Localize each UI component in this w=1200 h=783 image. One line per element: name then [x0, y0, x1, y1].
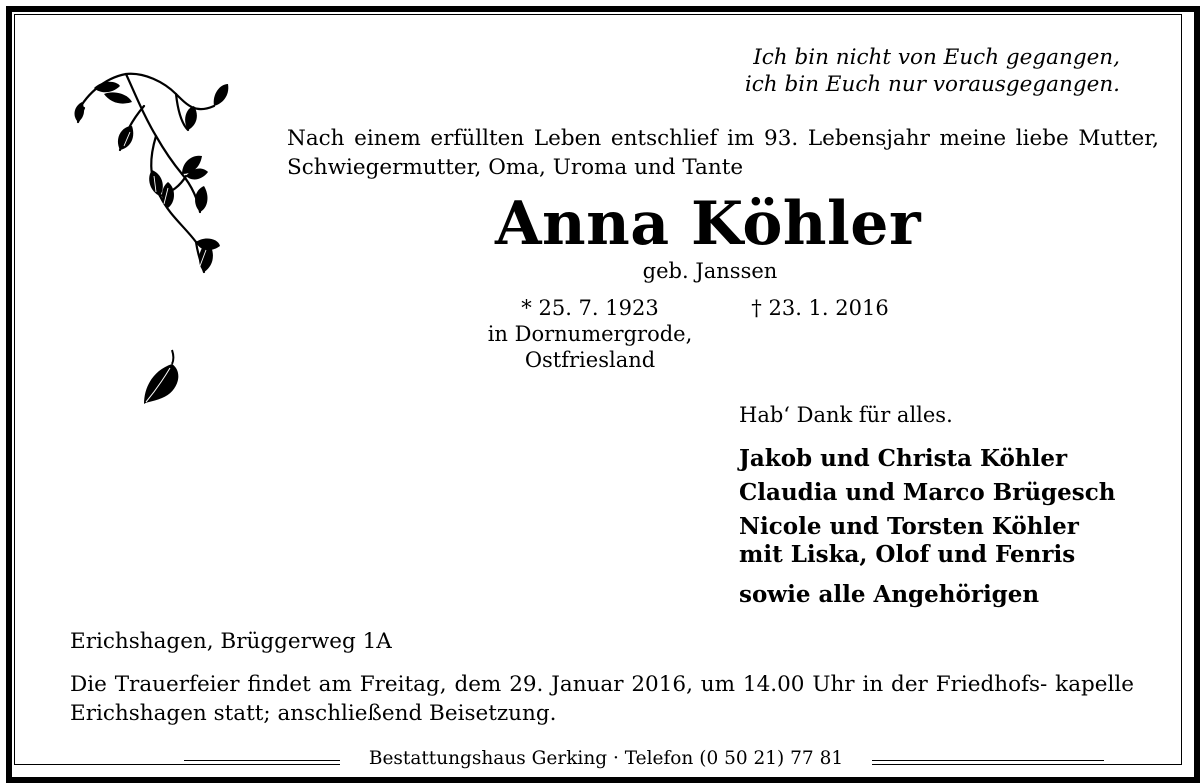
mourner-line: Jakob und Christa Köhler: [739, 445, 1068, 472]
mourners-list: [739, 442, 1115, 612]
maiden-name: geb. Janssen: [642, 259, 778, 283]
address: Erichshagen, Brüggerweg 1A: [70, 629, 392, 654]
birth-info: [470, 295, 710, 373]
thanks-text: Hab‘ Dank für alles.: [739, 403, 953, 427]
motto-quote: [660, 44, 1120, 98]
falling-leaf-icon: [142, 346, 184, 406]
mourner-line: mit Liska, Olof und Fenris: [739, 541, 1076, 568]
service-notice: Die Trauerfeier findet am Freitag, dem 29. Januar 2016, um 14.00 Uhr in der Friedhofs- kapelle Erichshagen statt; anschließend Beisetzung.: [70, 672, 1134, 726]
birth-place-line-2: Ostfriesland: [524, 348, 656, 372]
leaf-branch-icon: [64, 66, 234, 296]
motto-line-2: ich bin Euch nur vorausgegangen.: [744, 72, 1120, 97]
birth-date: * 25. 7. 1923: [521, 296, 659, 320]
mourner-line: Nicole und Torsten Köhler: [739, 513, 1079, 540]
mourner-line: sowie alle Angehörigen: [739, 581, 1040, 608]
intro-text: Nach einem erfüllten Leben entschlief im 93. Lebensjahr meine liebe Mutter, Schwiegermutter, Oma, Uroma und Tante: [287, 126, 1159, 180]
mourner-line: Claudia und Marco Brügesch: [739, 479, 1116, 506]
funeral-home-footer: Bestattungshaus Gerking · Telefon (0 50 21) 77 81: [340, 747, 872, 771]
motto-line-1: Ich bin nicht von Euch gegangen,: [753, 45, 1120, 70]
death-date: † 23. 1. 2016: [751, 296, 889, 320]
deceased-name: Anna Köhler: [494, 189, 922, 259]
birth-place-line-1: in Dornumergrode,: [487, 322, 693, 346]
